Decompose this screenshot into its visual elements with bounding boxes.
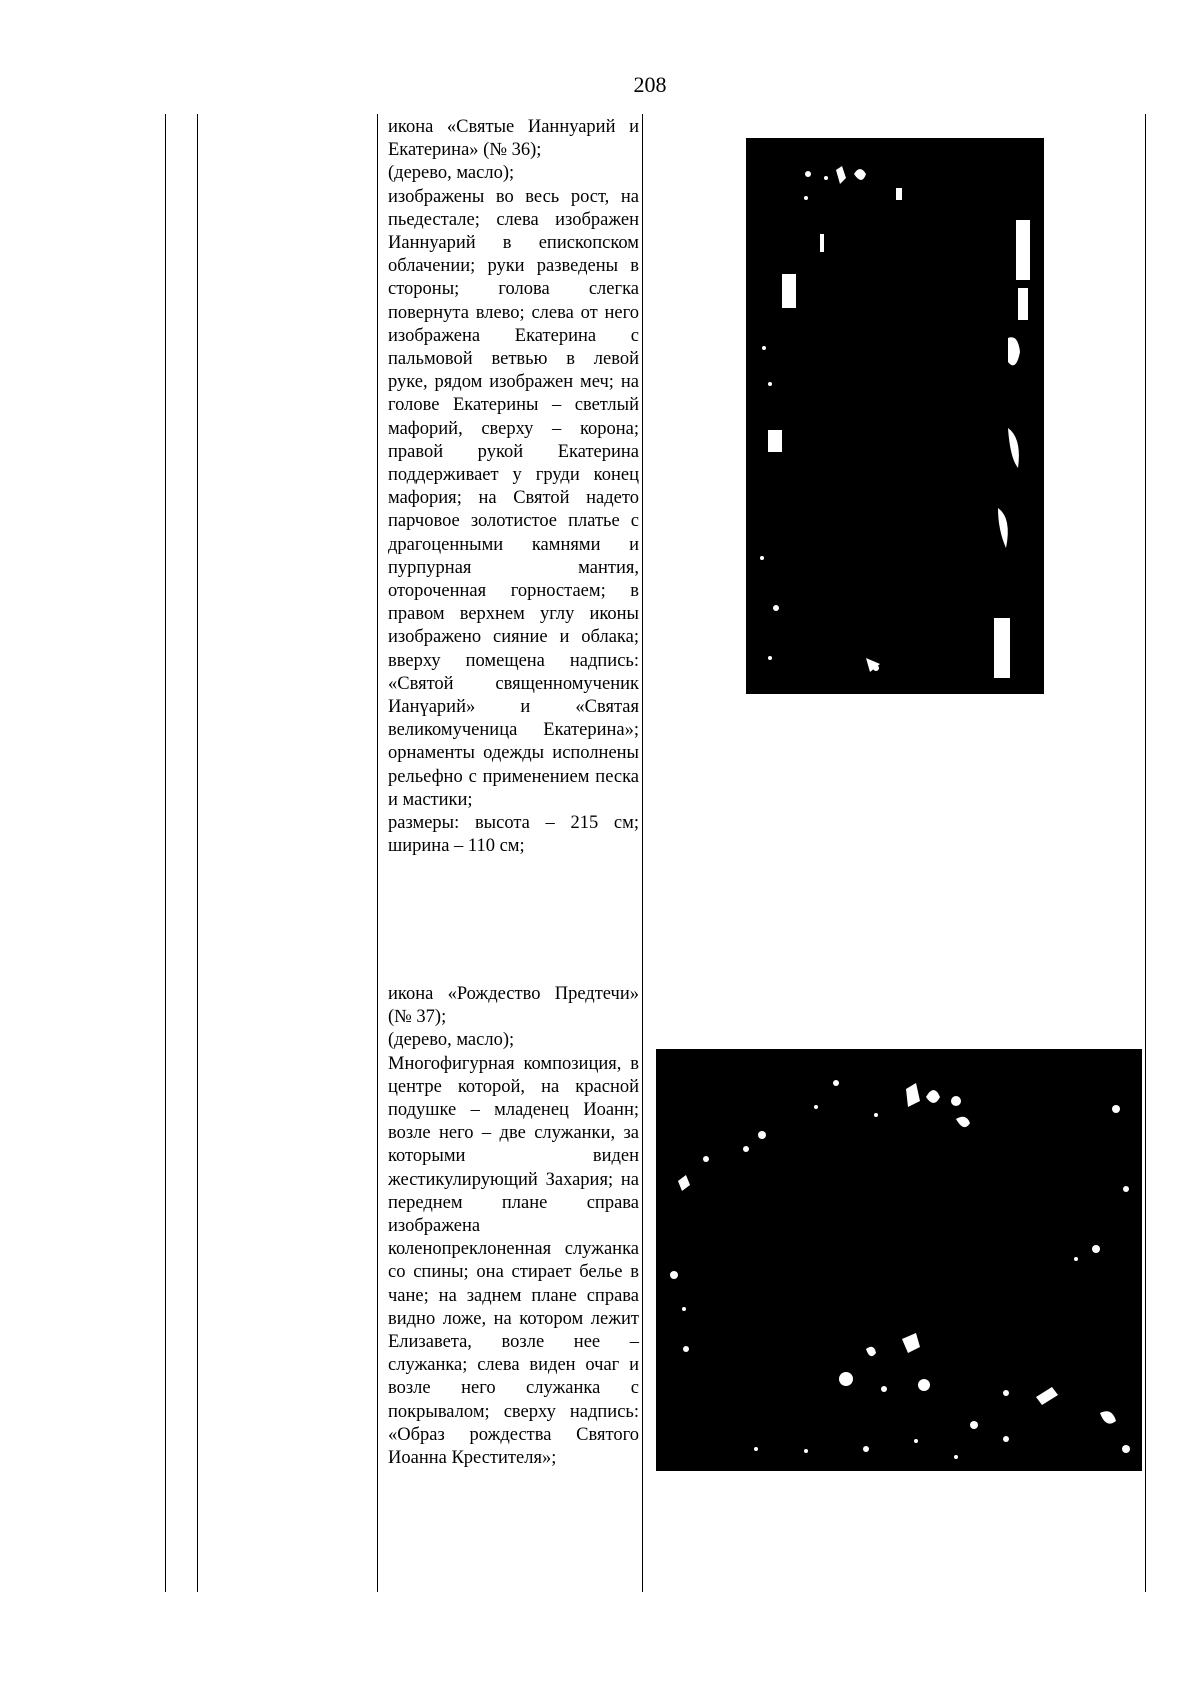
photo-scan-specks: [656, 1049, 1142, 1471]
icon-photo-36: [746, 138, 1044, 694]
entry-material: (дерево, масло);: [388, 163, 515, 184]
table-border-left-outer: [165, 114, 166, 1592]
entry-description-37: [388, 983, 639, 1470]
entry-body: Многофигурная композиция, в центре которой, на красной подушке – младенец Иоанн; возле него – две служанки, за которыми виден жестикулирующий Захария; на переднем плане справа изображена коленопреклоненная служанка со спины; она стирает белье в чане; на заднем плане справа видно ложе, на котором лежит Елизавета, возле нее – служанка; слева виден очаг и возле него служанка с покрывалом; сверху надпись: «Образ рождества Святого Иоанна Крестителя»;: [388, 1053, 639, 1469]
table-column-divider-description: [377, 114, 378, 1592]
page-number: 208: [633, 72, 667, 97]
entry-title: икона «Рождество Предтечи» (№ 37);: [388, 984, 639, 1028]
photo-scan-specks: [746, 138, 1044, 694]
table-border-right: [1145, 114, 1146, 1592]
entry-body: изображены во весь рост, на пьедестале; слева изображен Ианнуарий в епископском облачении; руки разведены в стороны; голова слегка повернута влево; слева от него изображена Екатерина с пальмовой ветвью в левой руке, рядом изображен меч; на голове Екатерины – светлый мафорий, сверху – корона; правой рукой Екатерина поддерживает у груди конец мафория; на Святой надето парчовое золотистое платье с драгоценными камнями и пурпурная мантия, отороченная горностаем; в правом верхнем углу иконы изображено сияние и облака; вверху помещена надпись: «Святой священномученик Ианүарий» и «Святая великомученица Екатерина»; орнаменты одежды исполнены рельефно с применением песка и мастики;: [388, 186, 639, 810]
entry-description-36: [388, 116, 639, 859]
table-column-divider-photo: [642, 114, 643, 1592]
entry-material: (дерево, масло);: [388, 1030, 515, 1051]
entry-dimensions: размеры: высота – 215 см; ширина – 110 см;: [388, 813, 639, 857]
table-border-left-inner: [197, 114, 198, 1592]
entry-title: икона «Святые Ианнуарий и Екатерина» (№ 36);: [388, 117, 639, 161]
icon-photo-37: [656, 1049, 1142, 1471]
